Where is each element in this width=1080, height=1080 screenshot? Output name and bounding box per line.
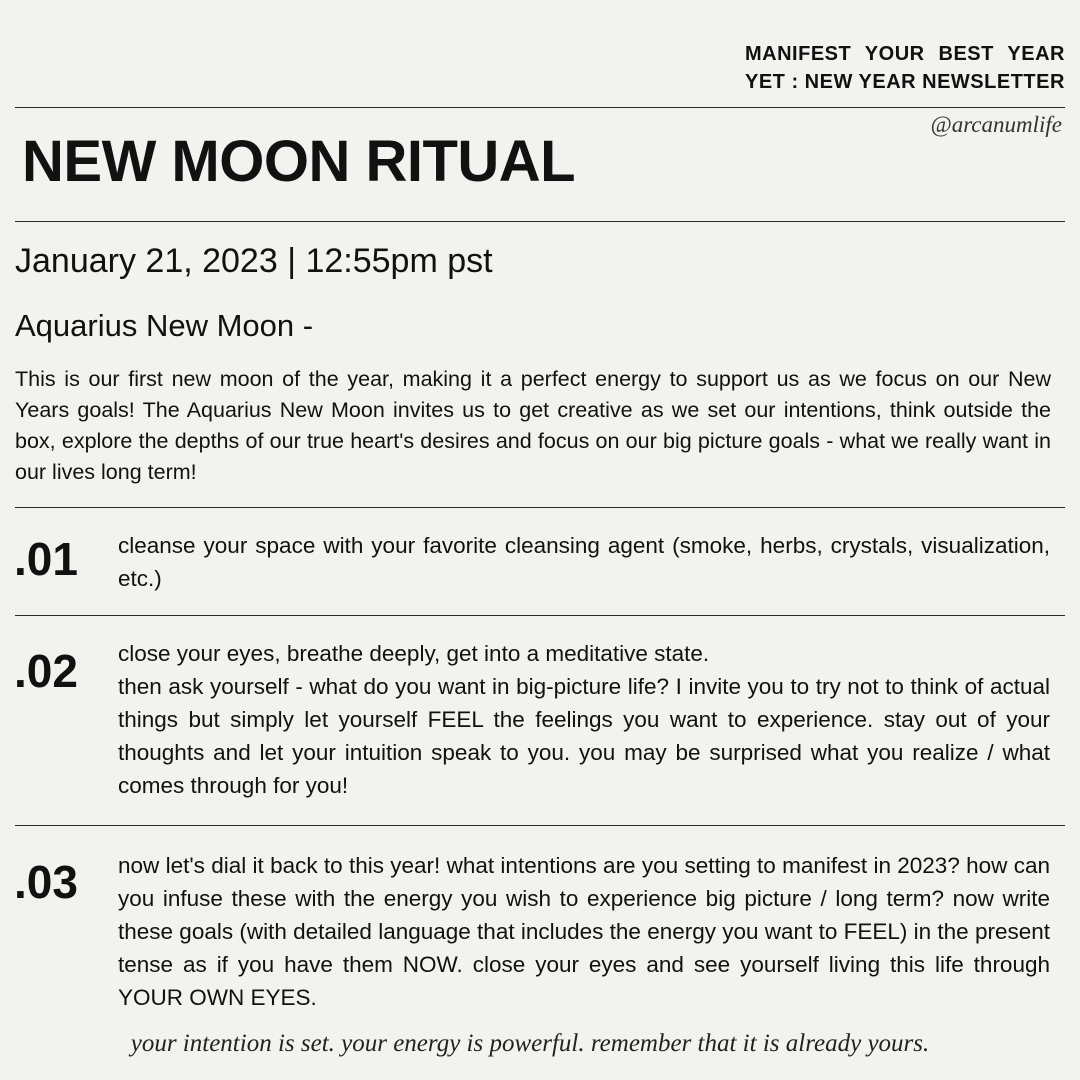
closing-affirmation: your intention is set. your energy is powerful. remember that it is already yours. (130, 1030, 930, 1057)
step-paragraph: close your eyes, breathe deeply, get into a meditative state. (118, 641, 710, 666)
newsletter-title: MANIFEST YOUR BEST YEAR YET : NEW YEAR NEWSLETTER (745, 43, 1065, 93)
divider (15, 825, 1065, 826)
step-text (118, 637, 1050, 802)
step-number: .01 (14, 533, 78, 585)
step-paragraph: now let's dial it back to this year! what intentions are you setting to manifest in 2023? how can you infuse these with the energy you wish to experience big picture / long term? now write these goals (with detailed language that includes the energy you want to FEEL) in the present tense as if you have them NOW. close your eyes and see yourself living this life through YOUR OWN EYES. (118, 853, 1050, 1010)
step-number: .03 (14, 856, 78, 908)
intro-paragraph: This is our first new moon of the year, making it a perfect energy to support us as we focus on our New Years goals! The Aquarius New Moon invites us to get creative as we set our intentions, think outside the box, explore the depths of our true heart's desires and focus on our big picture goals - what we really want in our lives long term! (15, 367, 1051, 484)
divider (15, 615, 1065, 616)
step-text (118, 529, 1050, 595)
step-text (118, 849, 1050, 1014)
social-handle: @arcanumlife (930, 112, 1062, 137)
subheading: Aquarius New Moon - (15, 308, 314, 343)
step-paragraph: then ask yourself - what do you want in big-picture life? I invite you to try not to think of actual things but simply let yourself FEEL the feelings you want to experience. stay out of your thoughts and let your intuition speak to you. you may be surprised what you realize / what comes through for you! (118, 674, 1050, 798)
divider (15, 107, 1065, 108)
divider (15, 221, 1065, 222)
page-title: NEW MOON RITUAL (22, 129, 576, 194)
date-line: January 21, 2023 | 12:55pm pst (15, 242, 493, 280)
step-number: .02 (14, 645, 78, 697)
divider (15, 507, 1065, 508)
step-paragraph: cleanse your space with your favorite cleansing agent (smoke, herbs, crystals, visualization, etc.) (118, 533, 1050, 591)
